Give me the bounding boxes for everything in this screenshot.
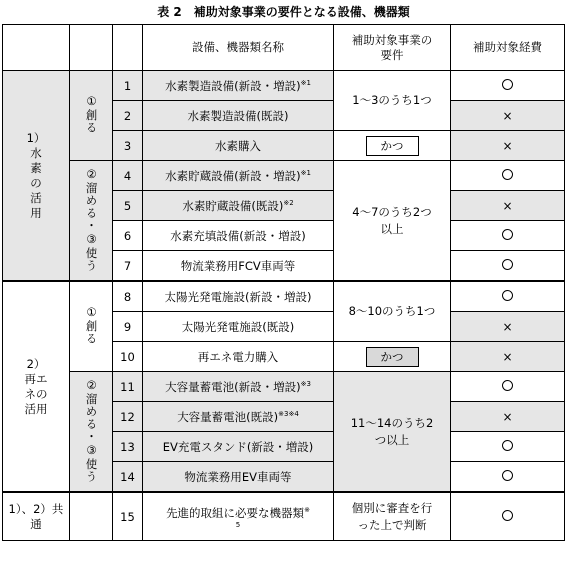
expense-mark <box>451 71 565 101</box>
circle-mark-icon <box>502 79 513 90</box>
row-number: 15 <box>113 492 143 541</box>
table-row <box>3 492 565 541</box>
expense-mark <box>451 251 565 282</box>
header-expense: 補助対象経費 <box>451 25 565 71</box>
equipment-name: 太陽光発電施設(新設・増設) <box>143 281 334 312</box>
expense-mark: × <box>451 191 565 221</box>
table-row <box>3 372 565 402</box>
header-blank-1 <box>3 25 70 71</box>
header-requirement: 補助対象事業の要件 <box>334 25 451 71</box>
header-name: 設備、機器類名称 <box>143 25 334 71</box>
equipment-name: 水素購入 <box>143 131 334 161</box>
row-number: 9 <box>113 312 143 342</box>
row-number: 10 <box>113 342 143 372</box>
circle-mark-icon <box>502 169 513 180</box>
header-row <box>3 25 565 71</box>
expense-mark <box>451 372 565 402</box>
expense-mark: × <box>451 402 565 432</box>
circle-mark-icon <box>502 380 513 391</box>
category-renewable: 2）再エネの活用 <box>3 281 70 492</box>
circle-mark-icon <box>502 440 513 451</box>
requirements-table-wrapper <box>2 24 564 541</box>
row-number: 3 <box>113 131 143 161</box>
header-blank-3 <box>113 25 143 71</box>
requirement-4-7: 4～7のうち2つ以上 <box>334 161 451 282</box>
equipment-name: 先進的取組に必要な機器類※ 5 <box>143 492 334 541</box>
subcategory-create-1: ①創る <box>70 71 113 161</box>
subcategory-store-use-2: ②溜める・③使う <box>70 372 113 493</box>
expense-mark: × <box>451 312 565 342</box>
equipment-name: 大容量蓄電池(既設)$^{※3※4}$ <box>143 402 334 432</box>
row-number: 1 <box>113 71 143 101</box>
table-title: 表 2 補助対象事業の要件となる設備、機器類 <box>157 5 410 19</box>
row-number: 6 <box>113 221 143 251</box>
equipment-name: 太陽光発電施設(既設) <box>143 312 334 342</box>
equipment-name: 大容量蓄電池(新設・増設)$^{※3}$ <box>143 372 334 402</box>
expense-mark <box>451 161 565 191</box>
row-number: 8 <box>113 281 143 312</box>
subcategory-store-use-1: ②溜める・③使う <box>70 161 113 282</box>
equipment-name: 水素貯蔵設備(新設・増設)$^{※1}$ <box>143 161 334 191</box>
expense-mark <box>451 221 565 251</box>
requirement-8-10: 8～10のうち1つ <box>334 281 451 342</box>
table-row <box>3 71 565 101</box>
expense-mark: × <box>451 131 565 161</box>
requirements-table <box>2 24 565 541</box>
equipment-name: 物流業務用FCV車両等 <box>143 251 334 282</box>
expense-mark: × <box>451 342 565 372</box>
category-common: 1）、2）共通 <box>3 492 70 541</box>
equipment-name: 物流業務用EV車両等 <box>143 462 334 493</box>
row-number: 14 <box>113 462 143 493</box>
circle-mark-icon <box>502 510 513 521</box>
expense-mark <box>451 432 565 462</box>
and-connector-2: かつ <box>334 342 451 372</box>
circle-mark-icon <box>502 290 513 301</box>
expense-mark <box>451 281 565 312</box>
category-hydrogen: 1）水素の活用 <box>3 71 70 282</box>
row-number: 4 <box>113 161 143 191</box>
header-blank-2 <box>70 25 113 71</box>
row-number: 5 <box>113 191 143 221</box>
equipment-name: 再エネ電力購入 <box>143 342 334 372</box>
equipment-name: 水素貯蔵設備(既設)$^{※2}$ <box>143 191 334 221</box>
requirement-individual: 個別に審査を行った上で判断 <box>334 492 451 541</box>
table-row <box>3 281 565 312</box>
circle-mark-icon <box>502 259 513 270</box>
expense-mark: × <box>451 101 565 131</box>
row-number: 2 <box>113 101 143 131</box>
equipment-name: 水素充填設備(新設・増設) <box>143 221 334 251</box>
equipment-name: 水素製造設備(新設・増設)$^{※1}$ <box>143 71 334 101</box>
row-number: 13 <box>113 432 143 462</box>
subcategory-blank <box>70 492 113 541</box>
requirement-11-14: 11～14のうち2つ以上 <box>334 372 451 493</box>
row-number: 12 <box>113 402 143 432</box>
table-row <box>3 161 565 191</box>
equipment-name: EV充電スタンド(新設・増設) <box>143 432 334 462</box>
and-connector-1: かつ <box>334 131 451 161</box>
circle-mark-icon <box>502 470 513 481</box>
subcategory-create-2: ①創る <box>70 281 113 372</box>
expense-mark <box>451 462 565 493</box>
row-number: 11 <box>113 372 143 402</box>
requirement-1-3: 1～3のうち1つ <box>334 71 451 131</box>
expense-mark <box>451 492 565 541</box>
row-number: 7 <box>113 251 143 282</box>
equipment-name: 水素製造設備(既設) <box>143 101 334 131</box>
circle-mark-icon <box>502 229 513 240</box>
